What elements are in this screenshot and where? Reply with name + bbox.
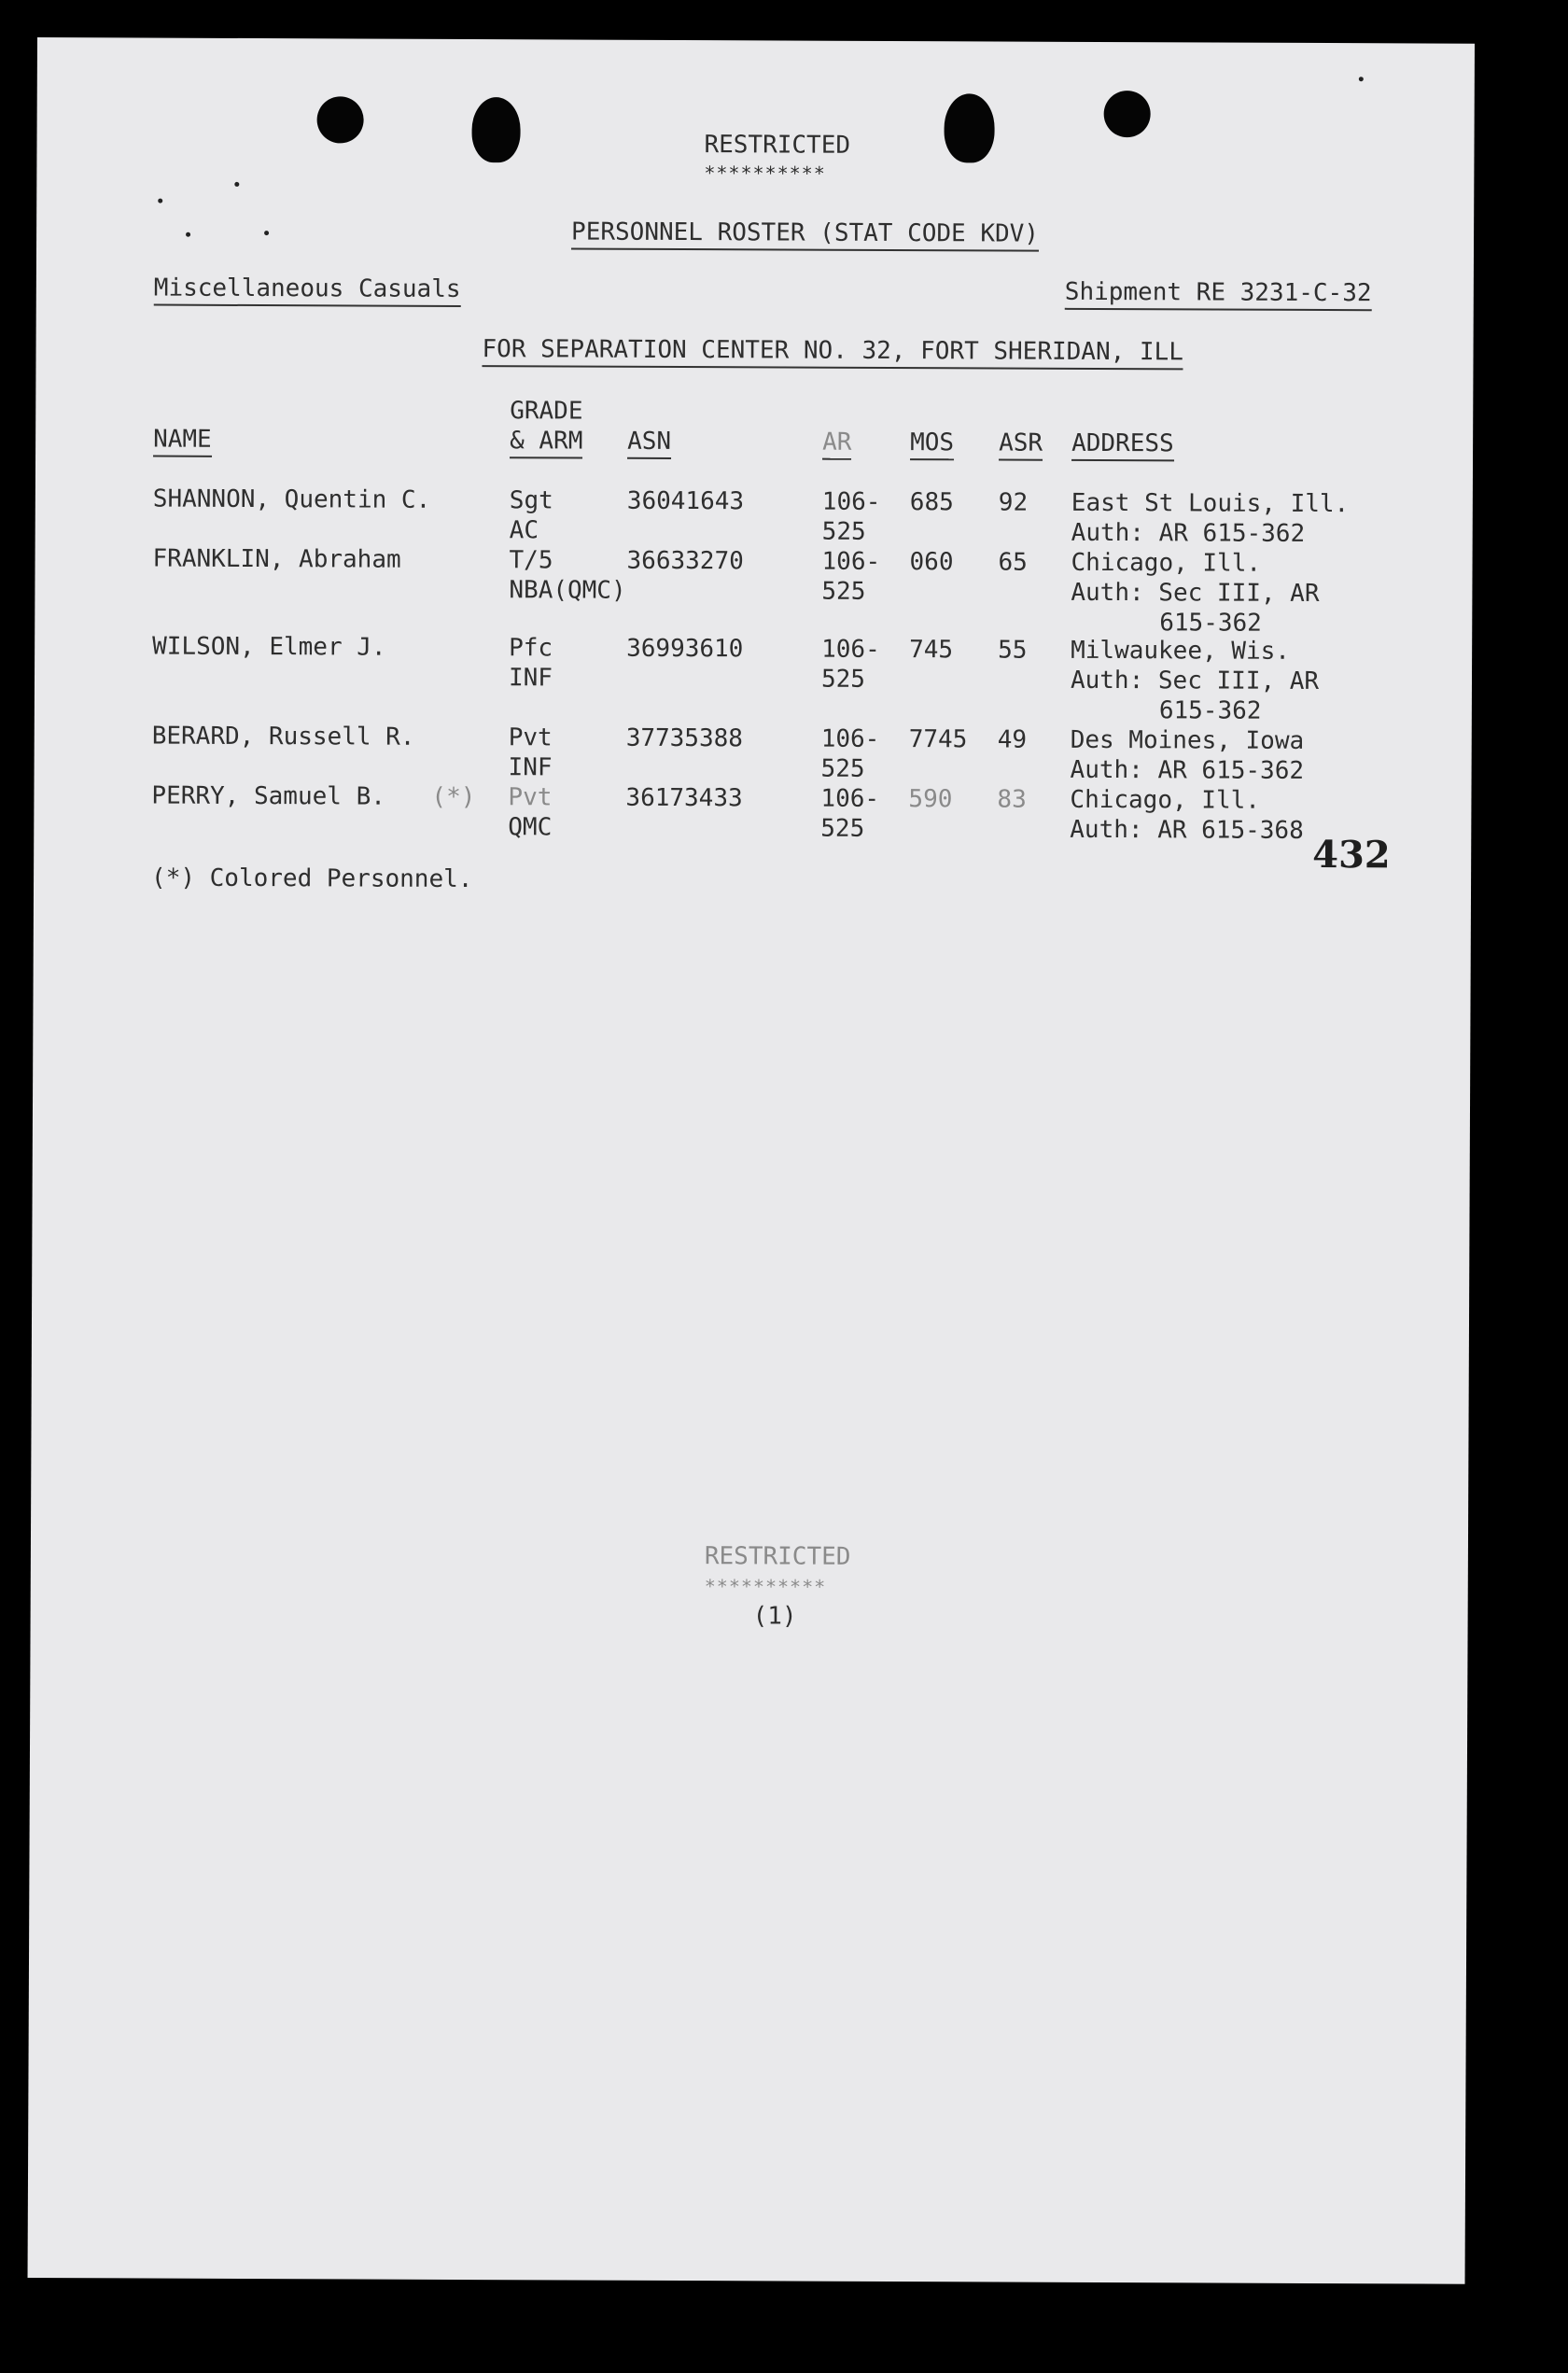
col-address: ADDRESS [1071,428,1174,461]
col-grade-line2: & ARM [510,426,582,458]
row-address1: Chicago, Ill. [1071,548,1262,578]
row-address2: Auth: AR 615-362 [1070,755,1305,785]
col-name: NAME [153,425,212,457]
row-grade: Pvt [508,783,553,812]
row-address2: Auth: AR 615-362 [1071,518,1306,548]
row-colored-mark: (*) [431,782,476,812]
row-arm: INF [508,753,553,782]
row-name: SHANNON, Quentin C. [152,484,431,514]
row-address1: Des Moines, Iowa [1070,725,1305,755]
col-code: AR [822,428,851,460]
row-code2: 525 [821,577,866,606]
row-asr: 49 [997,725,1028,754]
row-asn: 36633270 [626,546,744,576]
punch-hole [1104,91,1151,137]
row-arm: INF [508,664,553,693]
punch-hole [317,96,364,143]
classification-top: RESTRICTED [704,131,851,160]
row-grade: Pfc [509,634,553,663]
col-mos: MOS [910,428,954,460]
row-code1: 106- [821,487,881,516]
row-name: FRANKLIN, Abraham [152,544,401,574]
row-address2: Auth: Sec III, AR [1070,666,1320,695]
classification-bottom: RESTRICTED [704,1542,851,1571]
roster-title: PERSONNEL ROSTER (STAT CODE KDV) [571,217,1039,251]
row-code1: 106- [821,547,881,576]
row-asn: 36993610 [626,634,744,664]
row-asr: 92 [998,488,1029,517]
row-asn: 36173433 [625,783,743,813]
row-code2: 525 [820,754,865,783]
row-asr: 83 [997,785,1027,814]
row-address3: 615-362 [1159,609,1262,638]
shipment-number: Shipment RE 3231-C-32 [1065,277,1372,311]
classification-stars-bottom: ********** [704,1575,827,1598]
row-grade: Pvt [508,723,553,752]
row-address2: Auth: Sec III, AR [1071,578,1320,608]
row-mos: 685 [909,488,954,517]
speck [264,231,269,235]
row-name: PERRY, Samuel B. [151,781,385,811]
row-address1: Milwaukee, Wis. [1071,636,1291,666]
speck [234,182,239,187]
row-code2: 525 [821,517,866,546]
row-grade: Sgt [509,486,553,515]
row-asn: 37735388 [625,723,744,753]
col-grade-line1: GRADE [510,397,583,426]
row-code1: 106- [820,784,880,813]
punch-hole [944,93,994,162]
row-mos: 590 [908,785,953,814]
speck [186,232,190,237]
row-grade: T/5 [509,546,553,575]
row-name: WILSON, Elmer J. [152,632,386,662]
speck [158,199,162,204]
row-mos: 060 [909,548,954,577]
row-asn: 36041643 [626,486,745,516]
punch-hole [471,97,520,162]
row-address3: 615-362 [1158,696,1262,725]
speck [1359,77,1364,81]
row-code2: 525 [820,665,866,694]
row-code1: 106- [821,635,880,664]
col-asr: ASR [999,428,1043,460]
row-name: BERARD, Russell R. [151,722,415,751]
row-code1: 106- [820,724,880,753]
classification-stars-top: ********** [704,161,826,185]
document-page [28,37,1475,2284]
row-mos: 745 [909,636,954,665]
col-asn: ASN [627,427,671,459]
destination-line: FOR SEPARATION CENTER NO. 32, FORT SHERIDAN, ILL [482,334,1183,370]
row-address1: Chicago, Ill. [1070,785,1261,815]
row-asr: 65 [998,548,1028,577]
row-arm: AC [509,516,539,545]
row-address2: Auth: AR 615-368 [1070,815,1304,845]
row-code2: 525 [820,814,865,843]
footnote: (*) Colored Personnel. [151,864,473,894]
row-arm: QMC [508,813,553,842]
row-asr: 55 [998,636,1028,665]
row-mos: 7745 [908,725,968,754]
page-stamp-number: 432 [1312,832,1391,878]
row-address1: East St Louis, Ill. [1071,488,1350,519]
page-number: (1) [752,1602,797,1631]
casuals-label: Miscellaneous Casuals [154,274,461,307]
row-arm: NBA(QMC) [509,576,626,605]
